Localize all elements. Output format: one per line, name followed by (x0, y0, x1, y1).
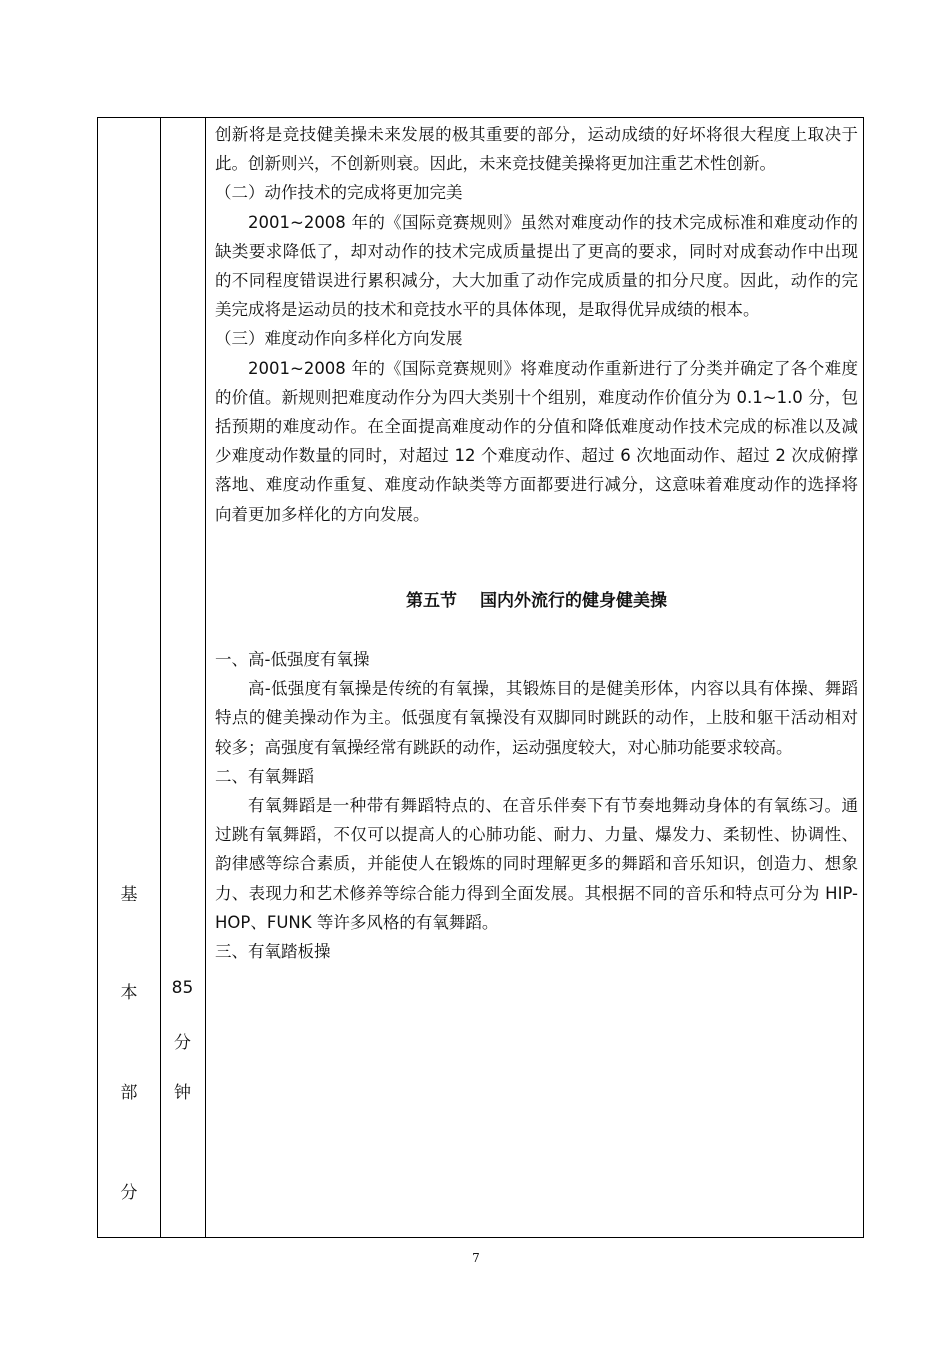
content-column (215, 120, 858, 966)
paragraph: 有氧舞蹈是一种带有舞蹈特点的、在音乐伴奏下有节奏地舞动身体的有氧练习。通过跳有氧舞蹈，不仅可以提高人的心肺功能、耐力、力量、爆发力、柔韧性、协调性、韵律感等综合素质，并能使人在锻炼的同时理解更多的舞蹈和音乐知识，创造力、想象力、表现力和艺术修养等综合能力得到全面发展。其根据不同的音乐和特点可分为 HIP-HOP、FUNK 等许多风格的有氧舞蹈。 (215, 796, 858, 932)
subheading: （二）动作技术的完成将更加完美 (215, 183, 463, 203)
section-label-column (98, 118, 160, 1237)
page-number: 7 (472, 1251, 480, 1265)
section-label-char: 基 (120, 885, 138, 905)
column-divider (205, 118, 206, 1237)
paragraph: 2001~2008 年的《国际竞赛规则》虽然对难度动作的技术完成标准和难度动作的缺类要求降低了，却对动作的技术完成质量提出了更高的要求，同时对成套动作中出现的不同程度错误进行累积减分，大大加重了动作完成质量的扣分尺度。因此，动作的完美完成将是运动员的技术和竞技水平的具体体现，是取得优异成绩的根本。 (215, 212, 858, 320)
subheading: 一、高-低强度有氧操 (215, 650, 370, 670)
section-title: 第五节 国内外流行的健身健美操 (406, 590, 667, 611)
time-value: 85 (171, 978, 194, 998)
subheading: 三、有氧踏板操 (215, 942, 331, 962)
subheading: 二、有氧舞蹈 (215, 766, 314, 786)
section-label-char: 部 (120, 1083, 138, 1103)
time-unit-char: 分 (174, 1033, 191, 1053)
subheading: （三）难度动作向多样化方向发展 (215, 329, 463, 349)
time-column (160, 118, 205, 1237)
lesson-plan-table (97, 117, 864, 1238)
paragraph: 高-低强度有氧操是传统的有氧操，其锻炼目的是健美形体，内容以具有体操、舞蹈特点的健美操动作为主。低强度有氧操没有双脚同时跳跃的动作，上肢和躯干活动相对较多；高强度有氧操经常有跳跃的动作，运动强度较大，对心肺功能要求较高。 (215, 679, 858, 757)
section-label-char: 分 (120, 1183, 138, 1203)
section-label-char: 本 (120, 983, 138, 1003)
paragraph: 2001~2008 年的《国际竞赛规则》将难度动作重新进行了分类并确定了各个难度的价值。新规则把难度动作分为四大类别十个组别，难度动作价值分为 0.1~1.0 分，包括预期的难度动作。在全面提高难度动作的分值和降低难度动作技术完成的标准以及减少难度动作数量的同时，对超过 12 个难度动作、超过 6 次地面动作、超过 2 次成俯撑落地、难度动作重复、难度动作缺类等方面都要进行减分，这意味着难度动作的选择将向着更加多样化的方向发展。 (215, 358, 858, 524)
paragraph: 创新将是竞技健美操未来发展的极其重要的部分，运动成绩的好坏将很大程度上取决于此。创新则兴，不创新则衰。因此，未来竞技健美操将更加注重艺术性创新。 (215, 125, 858, 174)
time-unit-char: 钟 (174, 1083, 191, 1103)
